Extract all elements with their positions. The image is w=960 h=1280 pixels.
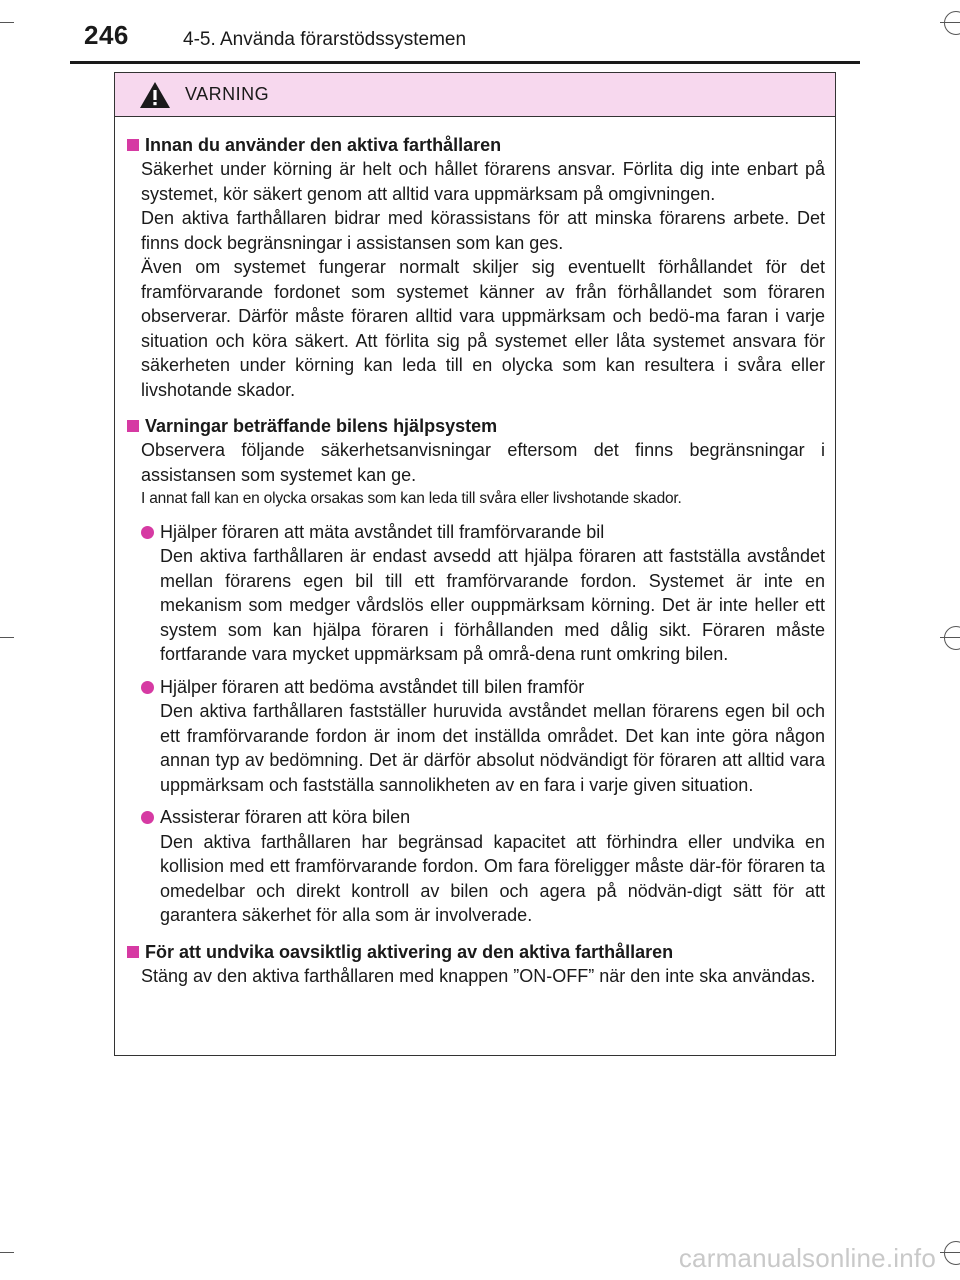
warning-label: VARNING [185,84,270,104]
chapter-title: 4-5. Använda förarstödssystemen [183,29,467,50]
square-bullet-icon [127,946,139,958]
page-header [0,0,960,60]
round-bullet-icon [141,526,154,539]
round-bullet-icon [141,811,154,824]
registration-mark-line [940,637,960,638]
registration-mark [944,626,960,650]
section-heading-text: För att undvika oavsiktlig aktivering av den aktiva farthållaren [145,941,674,962]
list-item-text: Den aktiva farthållaren är endast avsedd att hjälpa föraren att fastställa avståndet mellan förarens egen bil till ett framförvarande fordon. Systemet är inte en mekanism som medger vårdslös eller ouppmärksam körning. Det är inte heller ett system som kan hjälpa föraren i förhållanden med dålig sikt. Föraren måste fortfarande vara mycket uppmärksam på områ-dena runt omkring bilen. [160,546,825,664]
page-number: 246 [84,20,129,50]
warning-header [115,73,835,117]
paragraph: Den aktiva farthållaren bidrar med körassistans för att minska förarens arbete. Det finns dock begränsningar i assistansen som kan ges. [141,208,825,253]
paragraph: I annat fall kan en olycka orsakas som kan leda till svåra eller livshotande skador. [141,490,682,507]
crop-mark [0,1252,14,1253]
registration-mark [944,1241,960,1265]
list-item-title: Hjälper föraren att bedöma avståndet till bilen framför [160,676,585,697]
paragraph: Stäng av den aktiva farthållaren med knappen ”ON-OFF” när den inte ska användas. [141,965,816,986]
section-heading-text: Varningar beträffande bilens hjälpsystem [145,416,498,436]
list-item [141,520,825,667]
section-heading-text: Innan du använder den aktiva farthållaren [145,135,502,155]
section-heading [125,133,825,157]
list-item-title: Hjälper föraren att mäta avståndet till framförvarande bil [160,521,605,542]
list-item-text: Den aktiva farthållaren har begränsad kapacitet att förhindra eller undvika en kollision med ett framförvarande fordon. Om fara föreligger måste där-för föraren ta omedelbar och direkt kontroll av bilen och agera på nödvän-digt sätt för att garantera säkerhet för alla som är involverade. [160,831,825,925]
section-heading [125,940,825,964]
warning-body [115,117,835,988]
list-item-text: Den aktiva farthållaren fastställer huruvida avståndet mellan förarens egen bil och ett framförvarande fordon är inom det inställda området. Det kan inte göra någon annan typ av bedömning. Det är därför absolut nödvändigt för föraren att alltid vara uppmärksam och fastställa sannolikheten av en fara i varje given situation. [160,701,825,795]
list-item-title: Assisterar föraren att köra bilen [160,807,411,827]
warning-box [114,72,836,1056]
square-bullet-icon [127,420,139,432]
list-item [141,805,825,928]
paragraph: Även om systemet fungerar normalt skiljer sig eventuellt förhållandet för det framförvarande fordonet som systemet känner av från förhållandet som föraren observerar. Därför måste föraren alltid vara uppmärksam och bedö-ma faran i varje situation och köra säkert. Att förlita sig på systemet eller låta systemet ansvara för säkerheten under körning kan leda till en olycka som kan resultera i svåra eller livshotande skador. [141,257,825,400]
header-rule [70,61,860,64]
round-bullet-icon [141,681,154,694]
crop-mark [0,637,14,638]
paragraph: Observera följande säkerhetsanvisningar eftersom det finns begränsningar i assistansen som systemet kan ge. [141,440,825,485]
watermark: carmanualsonline.info [678,1243,936,1273]
list-item [141,675,825,798]
square-bullet-icon [127,139,139,151]
paragraph: Säkerhet under körning är helt och hållet förarens ansvar. Förlita dig inte enbart på systemet, kör säkert genom att alltid vara uppmärksam på omgivningen. [141,159,825,204]
warning-triangle-icon [139,81,171,109]
section-heading [125,414,825,438]
registration-mark-line [940,1252,960,1253]
